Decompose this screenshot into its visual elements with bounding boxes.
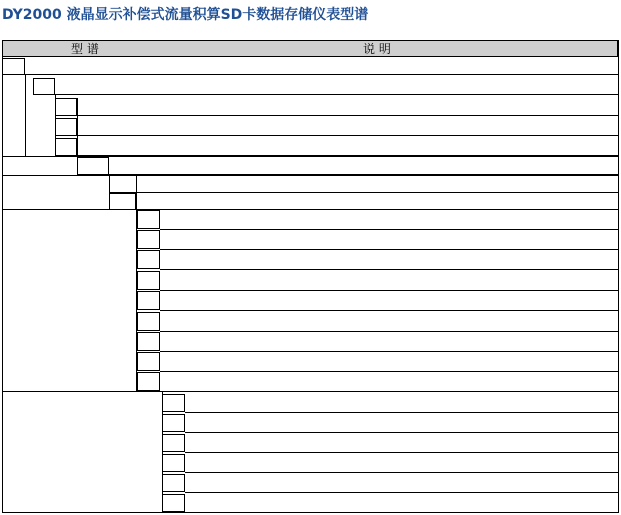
rule-line xyxy=(2,175,618,176)
rule-line xyxy=(160,229,618,230)
rule-line xyxy=(77,115,618,116)
table-header xyxy=(2,40,618,57)
code-input-2 xyxy=(162,434,185,452)
code-output-3 xyxy=(137,271,160,290)
table-left-border xyxy=(2,57,3,513)
rule-line xyxy=(160,351,618,352)
code-input-9 xyxy=(162,494,185,512)
code-output-5 xyxy=(137,312,160,331)
code-output-1 xyxy=(137,230,160,249)
rule-line xyxy=(77,98,78,156)
rule-line xyxy=(185,412,618,413)
code-input-1 xyxy=(162,414,185,432)
code-output-0 xyxy=(137,210,160,229)
rule-line xyxy=(160,290,618,291)
code-output-4 xyxy=(137,291,160,310)
rule-line xyxy=(77,157,78,175)
rule-line xyxy=(25,74,26,156)
code-input-6 xyxy=(162,454,185,472)
header-right: 说 明 xyxy=(363,42,391,56)
rule-line xyxy=(185,512,618,513)
rule-line xyxy=(160,371,618,372)
code-output-6 xyxy=(137,332,160,351)
code-size-2 xyxy=(55,118,77,136)
rule-line xyxy=(185,432,618,433)
rule-line xyxy=(25,74,618,75)
rule-line xyxy=(160,331,618,332)
page-title: DY2000 液晶显示补偿式流量积算SD卡数据存储仪表型谱 xyxy=(2,7,369,23)
rule-line xyxy=(2,391,618,392)
rule-line xyxy=(109,192,618,193)
code-output-2 xyxy=(137,250,160,269)
table-right-border xyxy=(618,40,619,513)
rule-line xyxy=(109,175,110,209)
rule-line xyxy=(160,269,618,270)
code-size-1 xyxy=(55,98,77,116)
rule-line xyxy=(136,209,137,391)
rule-line xyxy=(160,310,618,311)
rule-line xyxy=(55,94,56,156)
rule-line xyxy=(2,209,618,210)
code-output-9 xyxy=(137,372,160,391)
code-backlight-blue xyxy=(109,193,136,210)
rule-line xyxy=(185,492,618,493)
rule-line xyxy=(162,391,163,512)
code-output-7 xyxy=(137,352,160,371)
rule-line xyxy=(55,94,618,95)
rule-line xyxy=(160,249,618,250)
code-model xyxy=(77,157,109,175)
rule-line xyxy=(77,135,618,136)
rule-line xyxy=(136,175,137,209)
code-power xyxy=(33,78,55,95)
code-input-8 xyxy=(162,474,185,492)
rule-line xyxy=(185,472,618,473)
code-input-0 xyxy=(162,394,185,412)
code-size-9 xyxy=(55,138,77,156)
header-left: 型 谱 xyxy=(71,42,99,56)
code-dy xyxy=(2,58,25,75)
rule-line xyxy=(185,452,618,453)
